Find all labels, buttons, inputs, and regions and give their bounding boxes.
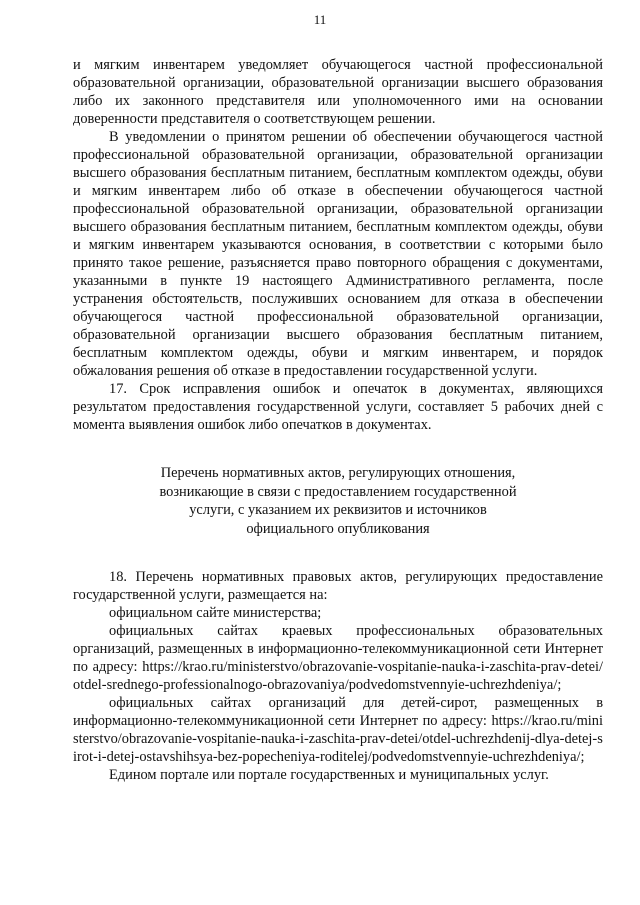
paragraph-18-intro: 18. Перечень нормативных правовых актов, регулирующих предоставление государственной услуги, размещается на: — [73, 569, 603, 603]
list-item-prof-orgs — [73, 622, 603, 694]
document-body — [73, 56, 603, 784]
list-item-text: официальных сайтах организаций для детей-сирот, размещенных в информационно-телекоммуникационной сети Интернет по адресу: — [73, 695, 603, 729]
section-heading — [138, 464, 538, 538]
orphan-orgs-link[interactable]: https://krao.ru/ministerstvo/obrazovanie-vospitanie-nauka-i-zaschita-prav-detei/otdel-uchrezhdenij-dlya-detej-sirot-i-detej-ostavshihsya-bez-popecheniya-roditelej/podvedomstvennyie-uchrezhdeniya/; — [73, 713, 603, 765]
section-heading-line: официального опубликования — [246, 520, 430, 537]
page-number: 11 — [313, 12, 327, 27]
paragraph-17: 17. Срок исправления ошибок и опечаток в документах, являющихся результатом предоставления государственной услуги, составляет 5 рабочих дней с момента выявления ошибок либо опечатков в документах. — [73, 381, 603, 433]
list-item-text: официальных сайтах краевых профессиональных образовательных организаций, размещенных в информационно-телекоммуникационной сети Интернет по адресу: — [73, 623, 603, 675]
section-heading-line: возникающие в связи с предоставлением государственной — [159, 483, 517, 500]
section-heading-line: Перечень нормативных актов, регулирующих отношения, — [160, 465, 516, 481]
list-item-orphan-orgs — [73, 694, 603, 766]
section-heading-line: услуги, с указанием их реквизитов и источников — [189, 502, 487, 518]
list-item-portal: Едином портале или портале государственных и муниципальных услуг. — [109, 767, 549, 783]
prof-orgs-link[interactable]: https://krao.ru/ministerstvo/obrazovanie-vospitanie-nauka-i-zaschita-prav-detei/otdel-srednego-professionalnogo-obrazovaniya/podvedomstvennyie-uchrezhdeniya/; — [73, 659, 603, 693]
paragraph-notice: В уведомлении о принятом решении об обеспечении обучающегося частной профессиональной образовательной организации, образовательной организации высшего образования бесплатным питанием, бесплатным комплектом одежды, обуви и мягким инвентарем либо об отказе в обеспечении обучающегося частной профессиональной образовательной организации, образовательной организации высшего образования бесплатным питанием, бесплатным комплектом одежды, обуви и мягким инвентарем указываются основания, в соответствии с которыми было принято такое решение, разъясняется право повторного обращения с документами, указанными в пункте 19 настоящего Административного регламента, после устранения обстоятельств, послуживших основанием для отказа в обеспечении обучающегося частной профессиональной образовательной организации, образовательной организации высшего образования бесплатным питанием, бесплатным комплектом одежды, обуви и мягким инвентарем, и порядок обжалования решения об отказе в предоставлении государственной услуги. — [73, 129, 603, 379]
paragraph-continuation: и мягким инвентарем уведомляет обучающегося частной профессиональной образовательной организации, образовательной организации высшего образования либо их законного представителя или уполномоченного ими на основании доверенности представителя о соответствующем решении. — [73, 57, 603, 127]
list-item-ministry-site: официальном сайте министерства; — [109, 605, 322, 621]
